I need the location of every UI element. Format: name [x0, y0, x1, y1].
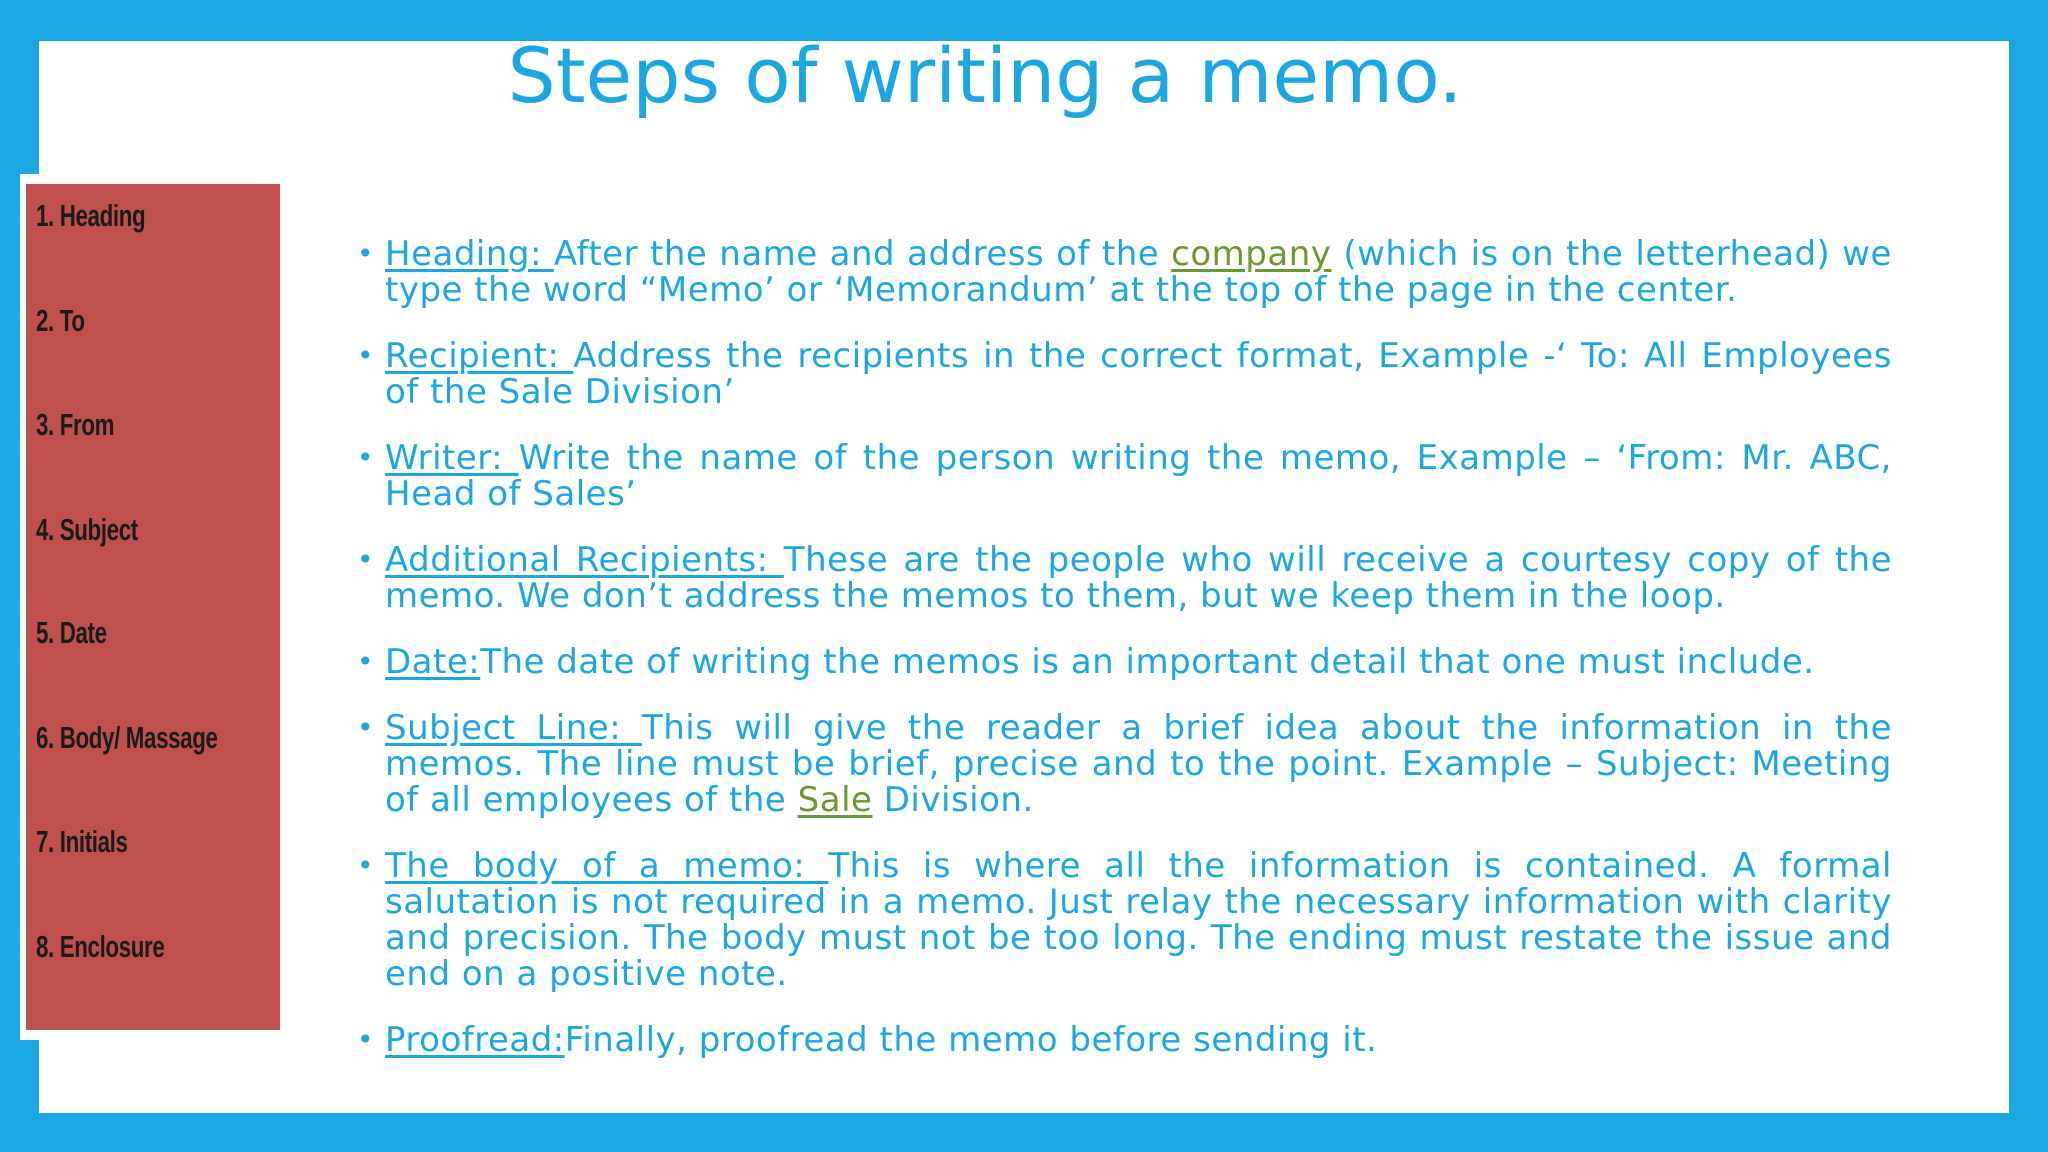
step-text: This is where all the information is contained. A formal salutation is not required in a memo. Just relay the necessary information with clarity and precision. The body must not be too long. The ending must restate the issue and end on a positive note.	[385, 846, 1892, 994]
bullet-icon: •	[357, 645, 375, 678]
step-proofread	[345, 1022, 1892, 1058]
bullet-icon: •	[357, 339, 375, 372]
step-term: Additional Recipients:	[385, 540, 784, 580]
bullet-icon: •	[357, 849, 375, 882]
step-text: This will give the reader a brief idea about the information in the memos. The line must be brief, precise and to the point. Example – Subject: Meeting of all employees of the	[385, 708, 1893, 820]
sidebar-item-subject: 4. Subject	[36, 512, 138, 547]
step-heading	[345, 236, 1892, 308]
sidebar-item-date: 5. Date	[36, 615, 107, 650]
step-date	[345, 644, 1892, 680]
sidebar-item-initials: 7. Initials	[36, 824, 128, 859]
step-text: Division.	[872, 780, 1034, 820]
step-additional-recipients	[345, 542, 1892, 614]
sidebar-card	[26, 184, 280, 1030]
step-term: The body of a memo:	[385, 846, 829, 886]
step-recipient	[345, 338, 1892, 410]
step-text: After the name and address of the	[553, 234, 1172, 274]
sidebar-item-enclosure: 8. Enclosure	[36, 929, 165, 964]
bullet-icon: •	[357, 543, 375, 576]
bullet-icon: •	[357, 441, 375, 474]
step-text: Write the name of the person writing the memo, Example – ‘From: Mr. ABC, Head of Sales’	[385, 438, 1892, 514]
steps-list	[345, 236, 1892, 1088]
step-term: Writer:	[385, 438, 519, 478]
step-text: Finally, proofread the memo before sending it.	[564, 1020, 1378, 1060]
step-term: Proofread:	[385, 1020, 565, 1060]
bullet-icon: •	[357, 237, 375, 270]
step-text: These are the people who will receive a courtesy copy of the memo. We don’t address the memos to them, but we keep them in the loop.	[385, 540, 1892, 616]
step-body	[345, 848, 1892, 992]
step-term: Heading:	[385, 234, 554, 274]
step-term: Subject Line:	[385, 708, 642, 748]
step-term: Recipient:	[385, 336, 574, 376]
sidebar-item-body: 6. Body/ Massage	[36, 720, 218, 755]
sidebar-item-from: 3. From	[36, 407, 115, 442]
step-text: The date of writing the memos is an important detail that one must include.	[480, 642, 1815, 682]
step-text: (which is on the letterhead) we type the word “Memo’ or ‘Memorandum’ at the top of the page in the center.	[385, 234, 1892, 310]
bullet-icon: •	[357, 1023, 375, 1056]
sidebar-item-to: 2. To	[36, 303, 85, 338]
bullet-icon: •	[357, 711, 375, 744]
sidebar-item-heading: 1. Heading	[36, 198, 146, 233]
slide-title: Steps of writing a memo.	[507, 31, 1463, 120]
sale-link[interactable]: Sale	[797, 780, 873, 820]
step-term: Date:	[385, 642, 481, 682]
step-writer	[345, 440, 1892, 512]
step-subject-line	[345, 710, 1892, 818]
company-link[interactable]: company	[1171, 234, 1332, 274]
step-text: Address the recipients in the correct format, Example -‘ To: All Employees of the Sale Division’	[385, 336, 1892, 412]
